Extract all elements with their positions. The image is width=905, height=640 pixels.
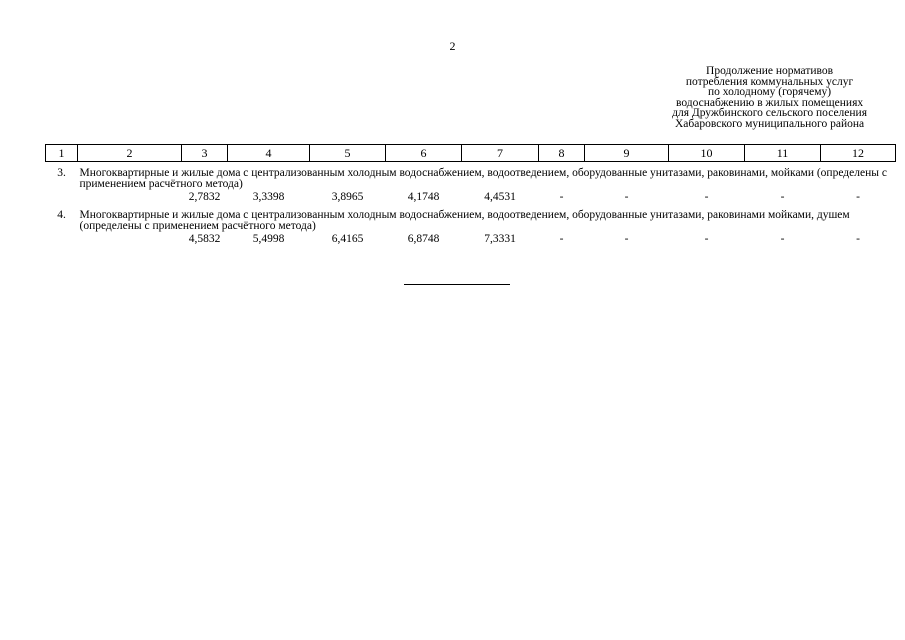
table-cell: 3,8965 — [331, 191, 364, 204]
table-cell: - — [704, 191, 709, 204]
table-cell: 3,3398 — [252, 191, 285, 204]
table-cell: - — [559, 191, 564, 204]
column-header: 3 — [182, 145, 228, 162]
footer-divider — [404, 284, 510, 285]
norms-table — [45, 144, 896, 246]
table-cell: 2,7832 — [188, 191, 221, 204]
column-header: 5 — [310, 145, 386, 162]
section-title: Многоквартирные и жилые дома с централизованным холодным водоснабжением, водоотведением, оборудованные унитазами, раковинами, мойками (определены с применением расчётного метода) — [79, 167, 887, 190]
column-header: 4 — [228, 145, 310, 162]
column-header: 9 — [585, 145, 669, 162]
table-cell: 6,8748 — [407, 233, 440, 246]
table-cell: - — [856, 233, 860, 246]
section-title-row — [46, 204, 896, 231]
column-header: 12 — [821, 145, 896, 162]
heading-line: Продолжение нормативов — [706, 65, 834, 77]
heading-line: потребления коммунальных услуг — [685, 75, 854, 88]
table-cell: 7,3331 — [484, 233, 516, 246]
heading-line: по холодному (горячему) — [708, 86, 832, 99]
column-header: 11 — [745, 145, 821, 162]
table-cell: - — [624, 233, 629, 246]
column-header: 8 — [539, 145, 585, 162]
table-cell: - — [624, 191, 629, 204]
document-heading — [672, 66, 867, 130]
section-number: 3. — [57, 167, 66, 179]
table-cell: - — [780, 233, 785, 246]
heading-line: водоснабжению в жилых помещениях — [675, 96, 864, 109]
table-cell: 4,1748 — [407, 191, 440, 204]
table-row — [46, 189, 896, 204]
table-cell: 4,4531 — [484, 191, 516, 204]
column-header: 10 — [669, 145, 745, 162]
table-cell: 5,4998 — [252, 233, 285, 246]
table-cell: 4,5832 — [188, 233, 221, 246]
table-cell: - — [704, 233, 709, 246]
heading-line: Хабаровского муниципального района — [675, 117, 865, 130]
page-number: 2 — [449, 39, 456, 53]
section-title: Многоквартирные и жилые дома с централизованным холодным водоснабжением, водоотведением, оборудованные унитазами, раковинами мойками, душем (определены с применением расчётного метода) — [79, 209, 850, 232]
heading-line: для Дружбинского сельского поселения — [672, 107, 867, 120]
section-number: 4. — [57, 209, 66, 222]
column-header: 1 — [46, 145, 78, 162]
column-header: 7 — [462, 145, 539, 162]
table-row — [46, 231, 896, 246]
table-cell: - — [559, 233, 564, 246]
section-title-row — [46, 162, 896, 190]
column-header: 2 — [78, 145, 182, 162]
table-cell: - — [780, 191, 785, 204]
table-cell: 6,4165 — [331, 233, 364, 246]
column-header: 6 — [386, 145, 462, 162]
table-header-row — [46, 145, 896, 162]
table-cell: - — [856, 191, 860, 204]
